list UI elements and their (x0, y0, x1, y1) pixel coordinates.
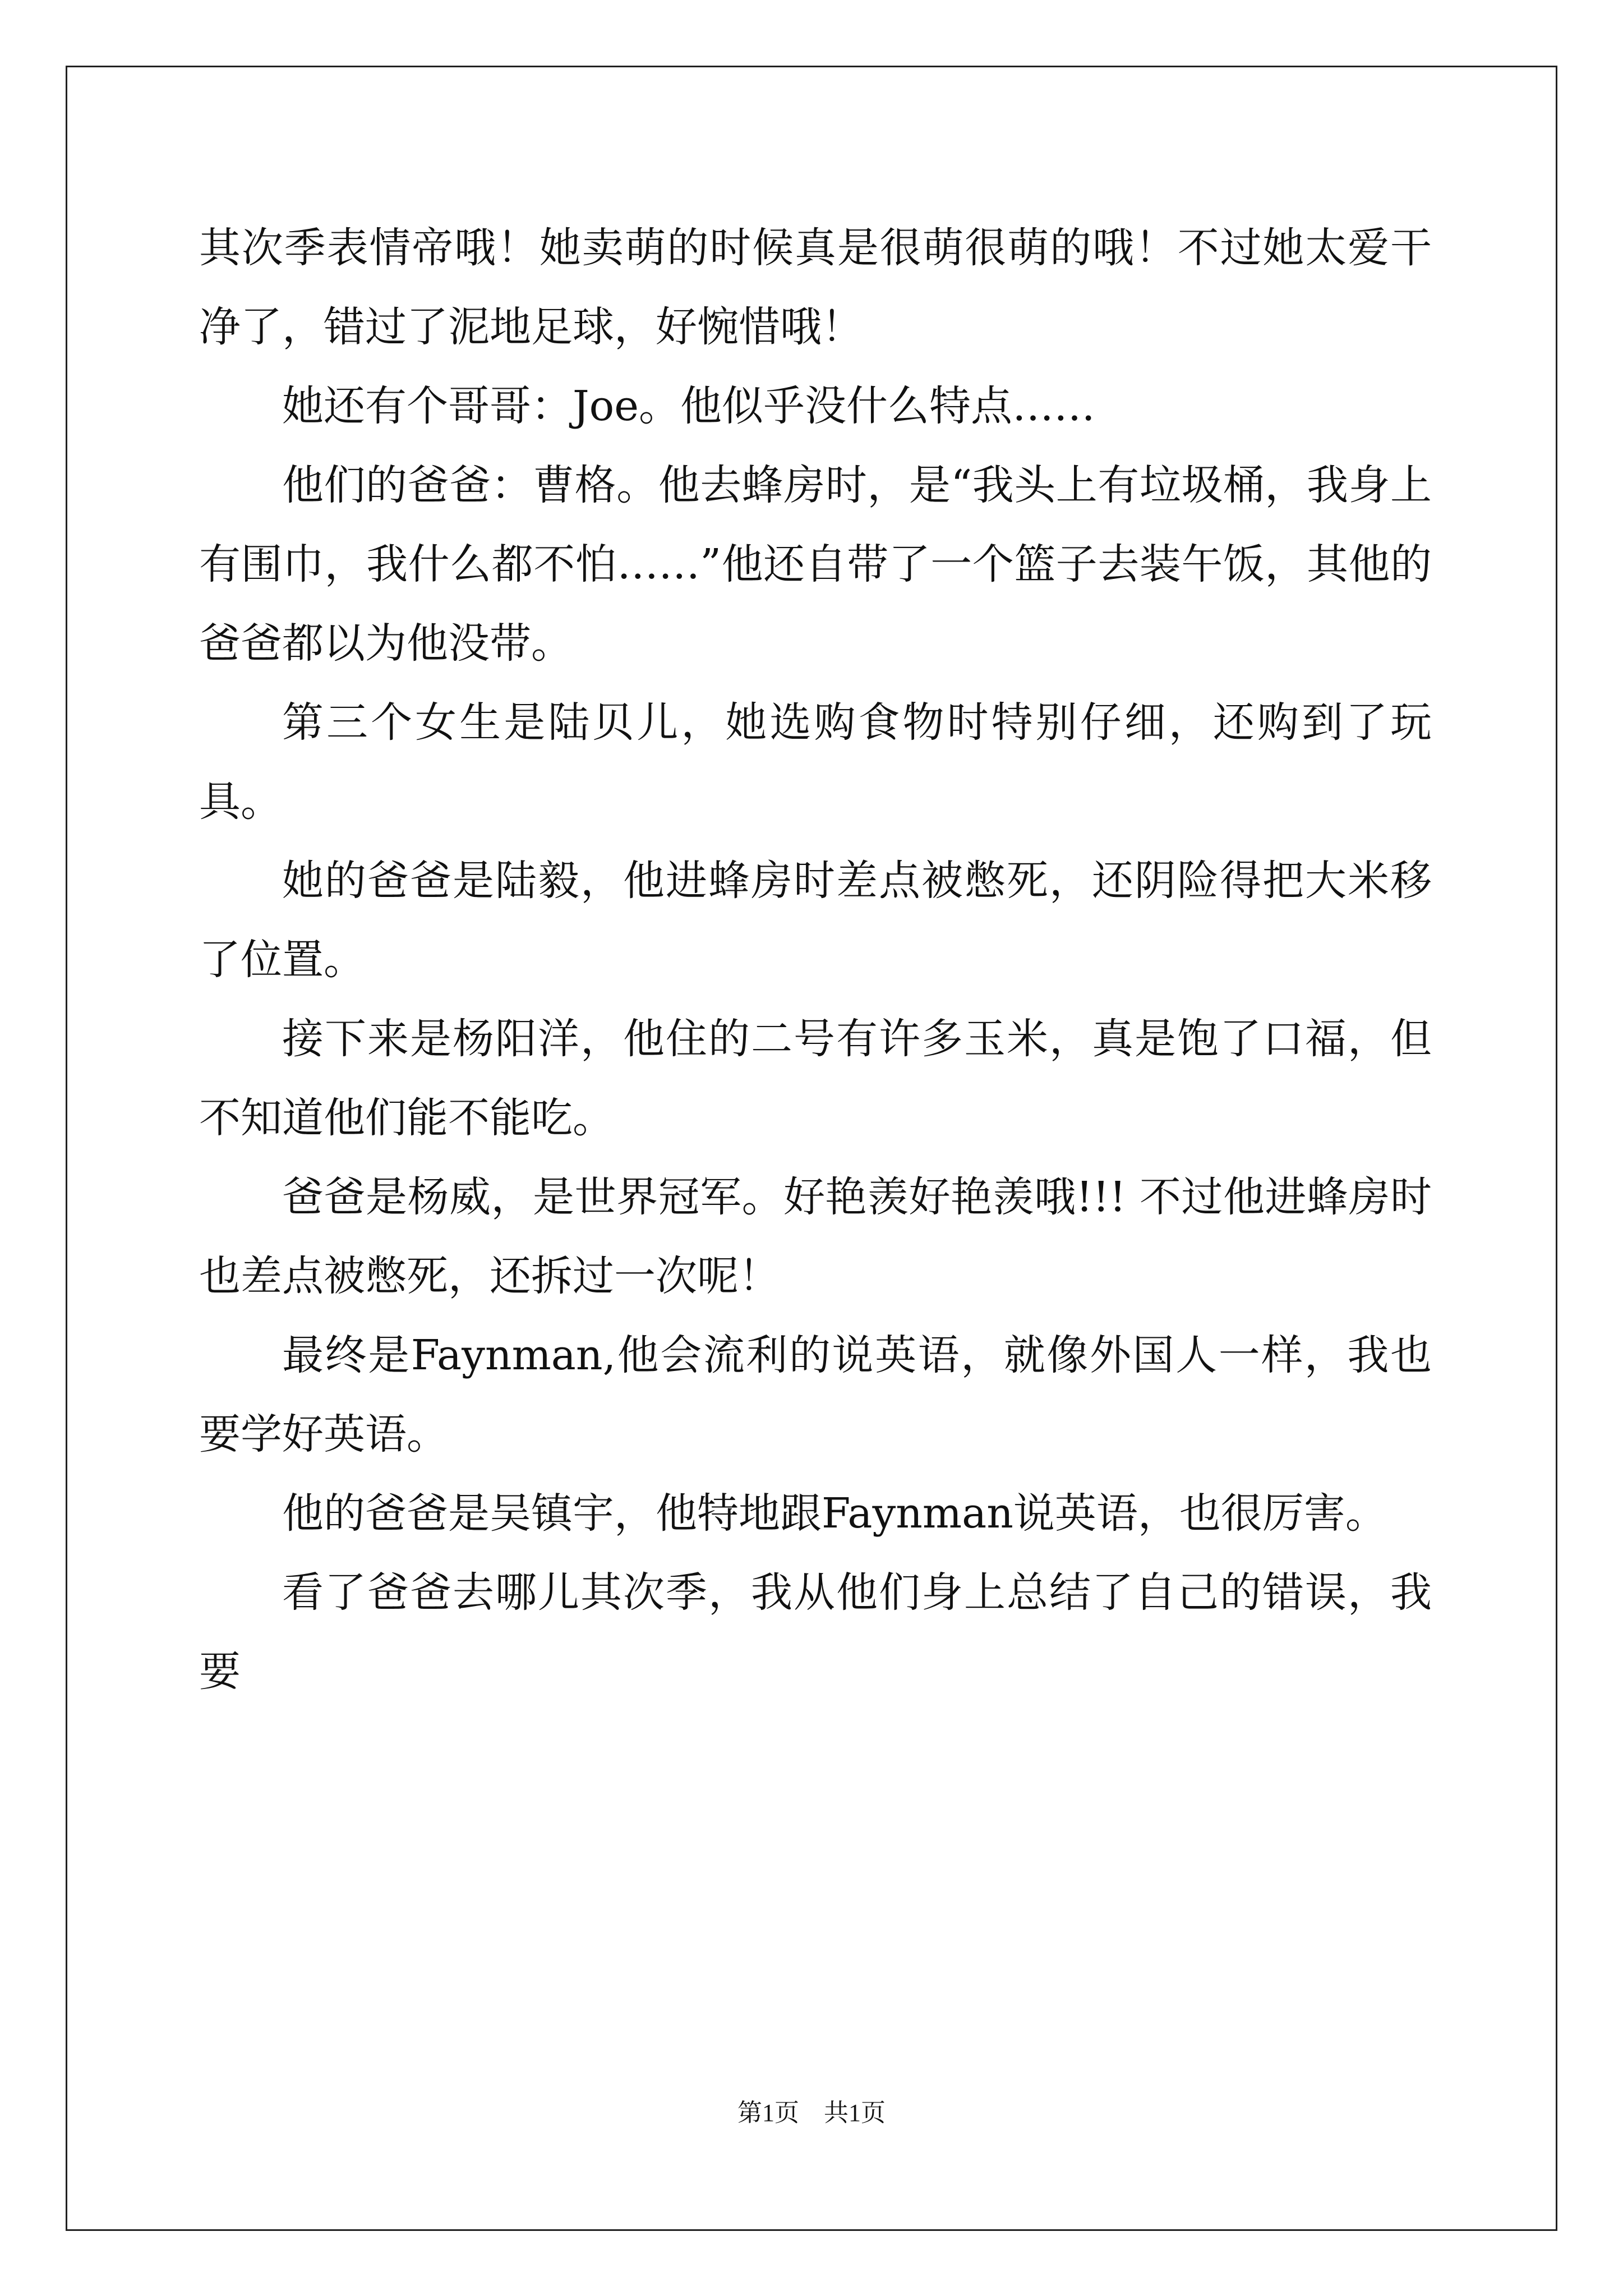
paragraph-6: 接下来是杨阳洋，他住的二号有许多玉米，真是饱了口福，但不知道他们能不能吃。 (199, 1015, 1432, 1142)
paragraph-4: 第三个女生是陆贝儿，她选购食物时特别仔细，还购到了玩具。 (199, 698, 1432, 826)
paragraph-1: 其次季表情帝哦！她卖萌的时候真是很萌很萌的哦！不过她太爱干净了，错过了泥地足球，好惋惜哦！ (199, 224, 1432, 351)
paragraph-3: 他们的爸爸：曹格。他去蜂房时，是“我头上有垃圾桶，我身上有围巾，我什么都不怕……”他还自带了一个篮子去装午饭，其他的爸爸都以为他没带。 (199, 461, 1432, 668)
paragraph-10: 看了爸爸去哪儿其次季，我从他们身上总结了自己的错误，我要 (199, 1568, 1432, 1696)
paragraph-7: 爸爸是杨威，是世界冠军。好艳羡好艳羡哦!!! 不过他进蜂房时也差点被憋死，还拆过一次呢！ (199, 1173, 1432, 1300)
paragraph-9: 他的爸爸是吴镇宇，他特地跟Faynman说英语，也很厉害。 (282, 1489, 1387, 1538)
paragraph-5: 她的爸爸是陆毅，他进蜂房时差点被憋死，还阴险得把大米移了位置。 (199, 857, 1432, 984)
page-number-footer: 第1页 共1页 (737, 2099, 886, 2127)
paragraph-8: 最终是Faynman,他会流利的说英语，就像外国人一样，我也要学好英语。 (199, 1331, 1432, 1458)
paragraph-2: 她还有个哥哥：Joe。他似乎没什么特点…… (282, 382, 1096, 430)
document-body (199, 209, 1432, 1711)
